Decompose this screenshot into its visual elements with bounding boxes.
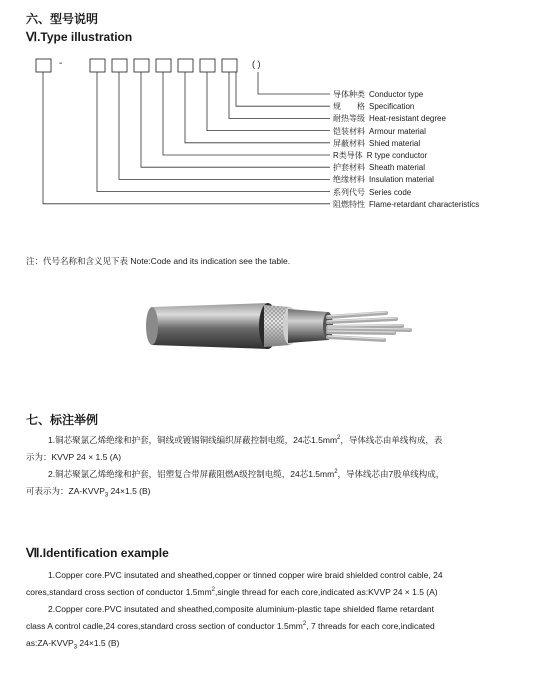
- type-label-cn: R类导体: [333, 151, 363, 160]
- type-label-en: Specification: [369, 102, 415, 112]
- leader-line: [141, 72, 330, 167]
- p2-sup: 2: [302, 621, 307, 628]
- type-label: [333, 199, 479, 210]
- leader-line: [258, 72, 330, 94]
- code-box-5: [156, 59, 171, 72]
- leader-line: [207, 72, 330, 131]
- type-label-en: Insulation material: [369, 175, 434, 185]
- ex1-text: 1.铜芯聚氯乙烯绝缘和护套，铜线或镀锡铜线编织屏蔽控制电缆，24芯1.5mm: [48, 435, 338, 445]
- p1-line2-end: ,single thread for each core,indicated as:KVVP 24 × 1.5 (A): [215, 587, 438, 597]
- note-text: 注：代号名称和含义见下表 Note:Code and its indication see the table.: [26, 256, 291, 266]
- ex1-sup: 2: [337, 435, 341, 442]
- p1-line1: 1.Copper core.PVC insutated and sheathed,copper or tinned copper wire braid shielded control cable, 24: [48, 570, 443, 580]
- ex2-text-end: ，导体线芯由7股单线构成，: [337, 469, 445, 479]
- type-label-cn: 护套材料: [333, 163, 365, 173]
- type-label: [333, 174, 434, 185]
- section8-body: [26, 567, 542, 652]
- type-label-en: Armour material: [369, 126, 426, 136]
- code-box-6: [178, 59, 193, 72]
- type-label: [333, 101, 414, 112]
- leader-line: [119, 72, 330, 179]
- type-label-cn: 导体种类: [333, 90, 365, 99]
- code-box-1: [36, 59, 51, 72]
- section8-title: Ⅶ.Identification example: [26, 546, 169, 560]
- p2-line3: as:ZA-KVVP: [26, 638, 74, 648]
- type-label: [333, 138, 420, 149]
- ex2-line2: 可表示为：ZA-KVVP: [26, 486, 105, 496]
- type-label-en: Shied material: [369, 138, 421, 148]
- ex2-sup: 2: [334, 469, 338, 476]
- p2-sub: 3: [73, 644, 78, 651]
- type-label-en: Heat-resistant degree: [369, 114, 446, 124]
- ex1-line2: 示为：KVVP 24 × 1.5 (A): [26, 452, 122, 462]
- ex2-line2-end: 24×1.5 (B): [108, 486, 151, 496]
- type-label: [333, 126, 426, 137]
- ex2-text: 2.铜芯聚氯乙烯绝缘和护套，铝塑复合带屏蔽阻燃A级控制电缆，24芯1.5mm: [48, 469, 335, 479]
- type-label-en: Series code: [369, 187, 412, 197]
- type-label-cn: 耐热等级: [333, 114, 365, 124]
- type-label-cn: 系列代号: [333, 187, 365, 197]
- ex1-text-end: ，导体线芯由单线构成，表: [340, 435, 443, 445]
- type-label: [333, 162, 425, 173]
- p1-line2: cores,standard cross section of conductor 1.5mm: [26, 587, 212, 597]
- type-label-cn: 绝缘材料: [333, 175, 365, 185]
- leader-line: [97, 72, 330, 192]
- cable-illustration: [140, 285, 440, 365]
- section7-example1: [26, 432, 542, 500]
- p1-sup: 2: [211, 587, 216, 594]
- code-box-8: [222, 59, 237, 72]
- type-paren: ( ): [252, 59, 261, 69]
- p2-line2: class A control cadle,24 cores,standard cross section of conductor 1.5mm: [26, 621, 303, 631]
- type-label-cn: 屏蔽材料: [333, 138, 365, 148]
- type-label: [333, 187, 411, 198]
- p2-line2-end: , 7 threads for each core,indicated: [306, 621, 435, 631]
- section6-title-cn: 六、型号说明: [26, 12, 99, 26]
- type-label-cn: 阻燃特性: [333, 199, 365, 209]
- type-label-cn: 铠装材料: [333, 126, 365, 136]
- code-box-2: [90, 59, 105, 72]
- type-label-en: Conductor type: [369, 90, 424, 99]
- type-separator: -: [59, 58, 63, 69]
- section6-title-en: Ⅵ.Type illustration: [26, 30, 133, 44]
- type-label-en: R type conductor: [366, 151, 428, 160]
- type-label: [333, 89, 423, 100]
- type-label: [333, 113, 446, 124]
- type-label-en: Sheath material: [369, 163, 426, 173]
- type-label-en: Flame-retardant characteristics: [369, 199, 480, 209]
- code-box-7: [200, 59, 215, 72]
- code-box-3: [112, 59, 127, 72]
- code-box-4: [134, 59, 149, 72]
- ex2-line2-sub: 3: [104, 492, 109, 499]
- leader-line: [229, 72, 330, 118]
- type-label-cn: 规 格: [333, 102, 365, 112]
- p2-line3-end: 24×1.5 (B): [77, 638, 120, 648]
- section7-title: 七、标注举例: [26, 413, 99, 427]
- p2-line1: 2.Copper core.PVC insutated and sheathed,composite aluminium-plastic tape shielded flame retardant: [48, 604, 435, 614]
- leader-line: [43, 72, 330, 204]
- leader-line: [236, 72, 330, 106]
- type-label: [333, 150, 427, 161]
